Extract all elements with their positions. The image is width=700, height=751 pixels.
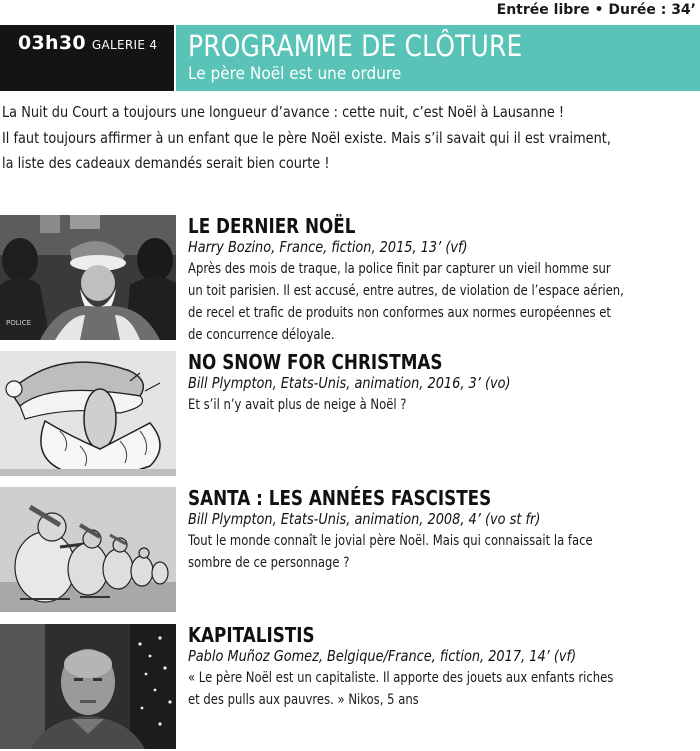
film-item-kapitalistis	[0, 624, 700, 751]
film-description	[188, 667, 700, 711]
film-description-line: et des pulls aux pauvres. » Nikos, 5 ans	[188, 692, 419, 708]
film-title: SANTA : LES ANNÉES FASCISTES	[188, 486, 492, 510]
title-box	[176, 25, 700, 91]
film-item-santa-les-annees-fascistes	[0, 487, 700, 615]
intro-text	[2, 100, 698, 177]
film-still-santa-fascistes	[0, 487, 176, 612]
film-info	[188, 624, 700, 711]
film-description-line: sombre de ce personnage ?	[188, 555, 350, 571]
film-description-line: « Le père Noël est un capitaliste. Il apporte des jouets aux enfants riches	[188, 670, 614, 686]
film-credits: Bill Plympton, Etats-Unis, animation, 2008, 4’ (vo st fr)	[188, 510, 541, 528]
film-info	[188, 215, 700, 346]
film-credits: Bill Plympton, Etats-Unis, animation, 2016, 3’ (vo)	[188, 374, 511, 392]
program-header	[0, 25, 700, 91]
film-credits: Pablo Muñoz Gomez, Belgique/France, fiction, 2017, 14’ (vf)	[188, 647, 577, 665]
film-item-no-snow-for-christmas	[0, 351, 700, 479]
film-description-line: de recel et trafic de produits non conformes aux normes européennes et	[188, 305, 611, 321]
time: 03h30	[18, 32, 86, 54]
film-still-no-snow-for-christmas	[0, 351, 176, 476]
time-venue-box	[0, 25, 174, 91]
film-description	[188, 530, 700, 574]
program-subtitle: Le père Noël est une ordure	[188, 64, 402, 84]
film-description-line: Tout le monde connaît le jovial père Noël. Mais qui connaissait la face	[188, 533, 593, 549]
intro-line: La Nuit du Court a toujours une longueur d’avance : cette nuit, c’est Noël à Lausanne !	[2, 103, 565, 121]
police-label: POLICE	[6, 319, 32, 327]
film-item-le-dernier-noel	[0, 215, 700, 343]
admission-duration: Entrée libre • Durée : 34’	[496, 2, 696, 18]
film-info	[188, 487, 700, 574]
film-title: KAPITALISTIS	[188, 623, 315, 647]
film-description-line: Après des mois de traque, la police finit par capturer un vieil homme sur	[188, 261, 611, 277]
film-still-le-dernier-noel	[0, 215, 176, 340]
film-info	[188, 351, 700, 416]
film-description-line: Et s’il n’y avait plus de neige à Noël ?	[188, 397, 407, 413]
film-description	[188, 394, 700, 416]
film-credits: Harry Bozino, France, fiction, 2015, 13’ (vf)	[188, 238, 468, 256]
venue: GALERIE 4	[91, 38, 158, 52]
intro-line: la liste des cadeaux demandés serait bien courte !	[2, 154, 330, 172]
film-description-line: de concurrence déloyale.	[188, 327, 335, 343]
film-title: LE DERNIER NOËL	[188, 214, 356, 238]
film-still-kapitalistis	[0, 624, 176, 749]
program-title: PROGRAMME DE CLÔTURE	[188, 29, 523, 63]
film-title: NO SNOW FOR CHRISTMAS	[188, 350, 443, 374]
film-description	[188, 258, 700, 346]
film-description-line: un toit parisien. Il est accusé, entre autres, de violation de l’espace aérien,	[188, 283, 624, 299]
intro-line: Il faut toujours affirmer à un enfant que le père Noël existe. Mais s’il savait qui il est vraiment,	[2, 128, 611, 147]
